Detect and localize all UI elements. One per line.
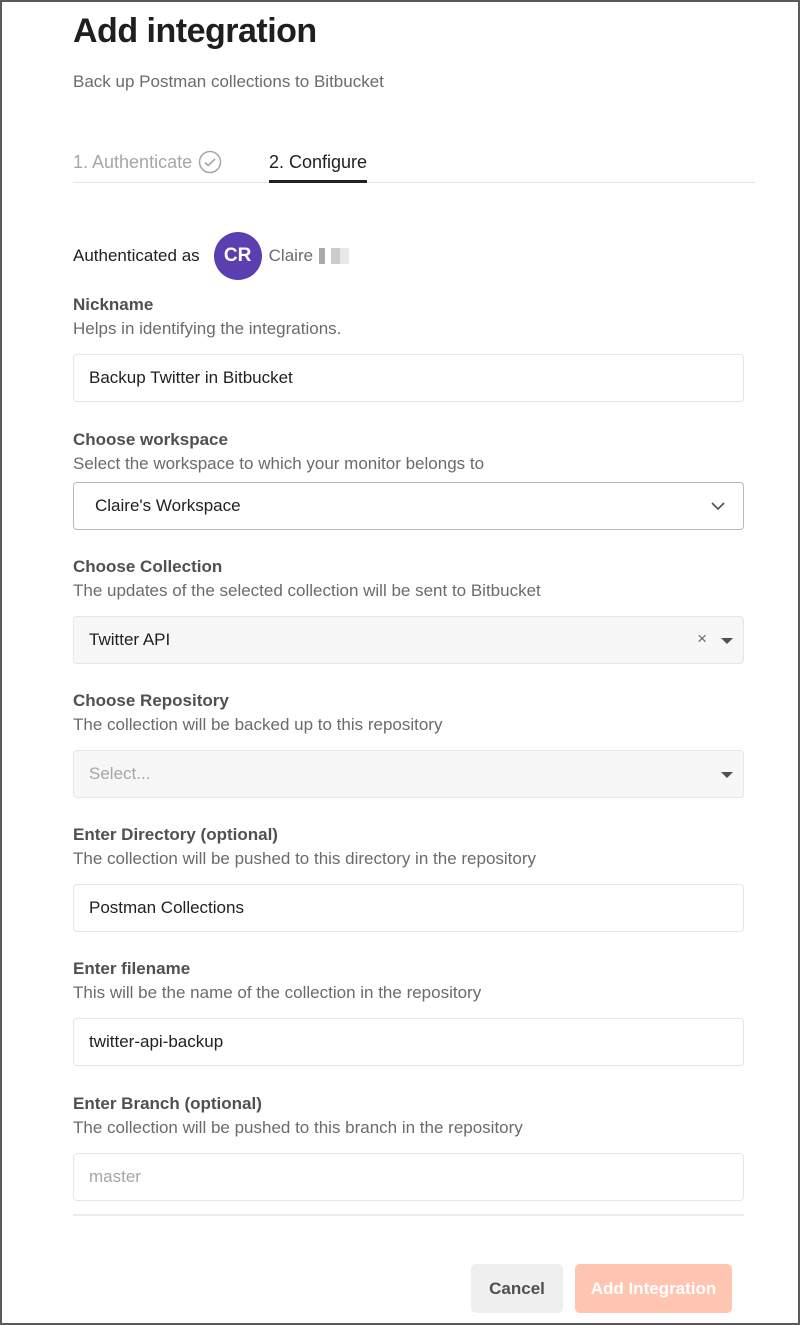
avatar: CR [214,232,262,280]
field-label: Choose Repository [73,691,229,710]
caret-down-icon[interactable] [721,638,733,644]
select-placeholder: Select... [89,764,151,783]
input-placeholder: master [89,1167,141,1186]
field-help: Helps in identifying the integrations. [73,319,342,338]
directory-field [73,825,744,932]
user-name: Claire [268,246,314,265]
input-value: twitter-api-backup [89,1032,224,1051]
field-label: Choose workspace [73,430,228,449]
field-help: Select the workspace to which your monitor belongs to [73,454,485,473]
tab-label: 1. Authenticate [73,151,193,172]
workspace-select[interactable] [73,482,744,530]
field-label: Enter Directory (optional) [73,825,278,844]
collection-field [73,557,744,664]
repository-select[interactable] [73,750,744,798]
branch-input[interactable] [73,1153,744,1201]
field-label: Enter filename [73,959,191,978]
nickname-input[interactable] [73,354,744,402]
footer-divider [73,1214,744,1216]
select-value: Claire's Workspace [95,496,241,515]
page-subtitle: Back up Postman collections to Bitbucket [73,72,384,91]
workspace-field [73,430,744,530]
field-help: The collection will be backed up to this repository [73,715,443,734]
tab-label: 2. Configure [269,151,368,172]
add-integration-button[interactable]: Add Integration [575,1264,732,1313]
field-label: Choose Collection [73,557,223,576]
authenticated-as-row [73,232,349,280]
field-help: The updates of the selected collection will be sent to Bitbucket [73,581,541,600]
input-value: Postman Collections [89,898,244,917]
clear-icon[interactable]: × [697,629,707,648]
auth-label: Authenticated as [73,246,200,265]
tab-authenticate[interactable] [73,147,222,177]
caret-down-icon[interactable] [721,772,733,778]
field-help: The collection will be pushed to this directory in the repository [73,849,537,868]
select-value: Twitter API [89,630,171,649]
filename-field [73,959,744,1066]
tab-configure[interactable] [269,147,367,177]
field-help: This will be the name of the collection in the repository [73,983,482,1002]
cancel-button[interactable]: Cancel [471,1264,563,1313]
check-circle-icon [198,150,222,174]
nickname-field [73,295,744,402]
field-label: Enter Branch (optional) [73,1094,262,1113]
branch-field [73,1094,744,1201]
steps-tabs [73,140,755,183]
repository-field [73,691,744,798]
directory-input[interactable] [73,884,744,932]
collection-select[interactable] [73,616,744,664]
field-help: The collection will be pushed to this branch in the repository [73,1118,523,1137]
field-label: Nickname [73,295,154,314]
redacted-surname [319,248,349,264]
input-value: Backup Twitter in Bitbucket [89,368,293,387]
chevron-down-icon [709,497,727,515]
filename-input[interactable] [73,1018,744,1066]
page-title: Add integration [73,12,317,50]
